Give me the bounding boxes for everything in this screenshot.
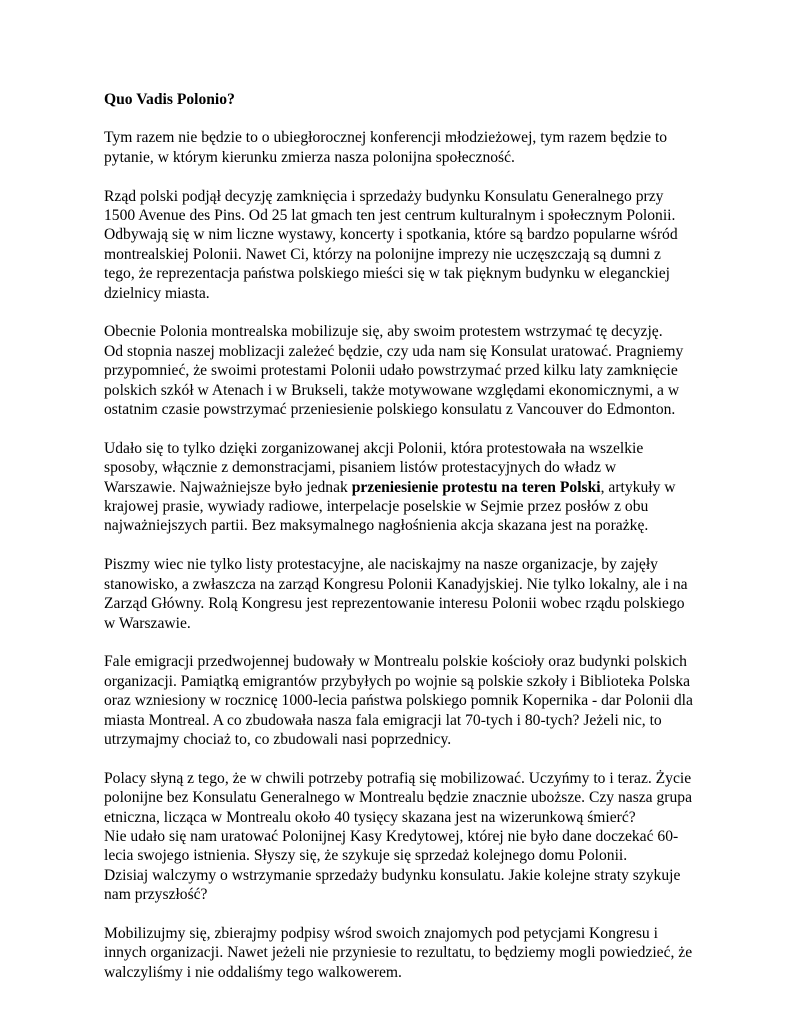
paragraph-line: Fale emigracji przedwojennej budowały w Montrealu polskie kościoły oraz budynki polskich <box>104 653 687 671</box>
paragraph-line: montrealskiej Polonii. Nawet Ci, którzy na polonijne imprezy nie uczęszczają są dumni z <box>104 245 661 263</box>
paragraph-line: Od stopnia naszej moblizacji zależeć będzie, czy uda nam się Konsulat uratować. Pragniemy <box>104 342 684 360</box>
paragraph-line: Udało się to tylko dzięki zorganizowanej akcji Polonii, która protestowała na wszelkie <box>104 439 644 457</box>
paragraph-4 <box>104 439 704 536</box>
paragraph-line: 1500 Avenue des Pins. Od 25 lat gmach ten jest centrum kulturalnym i społecznym Polonii. <box>104 207 676 225</box>
paragraph-line: w Warszawie. <box>104 614 191 632</box>
document-title: Quo Vadis Polonio? <box>104 91 235 108</box>
paragraph-line: polskich szkół w Atenach i w Brukseli, także motywowane względami ekonomicznymi, a w <box>104 381 680 399</box>
paragraph-line: utrzymajmy chociaż to, co zbudowali nasi poprzednicy. <box>104 730 452 748</box>
paragraph-line: polonijne bez Konsulatu Generalnego w Montrealu będzie znacznie uboższe. Czy nasza grupa <box>104 789 693 807</box>
paragraph-line: walczyliśmy i nie oddaliśmy tego walkowerem. <box>104 963 402 981</box>
emphasized-text: przeniesienie protestu na teren Polski <box>351 478 601 496</box>
paragraph-2 <box>104 187 704 303</box>
paragraph-line: tego, że reprezentacja państwa polskiego mieści się w tak pięknym budynku w eleganckiej <box>104 265 670 283</box>
paragraph-line: Nie udało się nam uratować Polonijnej Kasy Kredytowej, której nie było dane doczekać 60- <box>104 827 679 845</box>
paragraph-line: dzielnicy miasta. <box>104 284 210 302</box>
paragraph-line: przypomnieć, że swoimi protestami Polonii udało powstrzymać przed kilku laty zamknięcie <box>104 362 678 380</box>
paragraph-line: pytanie, w którym kierunku zmierza nasza polonijna społeczność. <box>104 148 515 166</box>
paragraph-line: Polacy słyną z tego, że w chwili potrzeby potrafią się mobilizować. Uczyńmy to i teraz. Życie <box>104 769 692 787</box>
paragraph-3 <box>104 322 704 419</box>
paragraph-line: Obecnie Polonia montrealska mobilizuje się, aby swoim protestem wstrzymać tę decyzję. <box>104 323 663 341</box>
paragraph-6 <box>104 652 704 749</box>
paragraph-line: krajowej prasie, wywiady radiowe, interpelacje poselskie w Sejmie przez posłów z obu <box>104 498 649 516</box>
document-page <box>104 90 704 1002</box>
text-run: Warszawie. Najważniejsze było jednak <box>104 478 352 496</box>
paragraph-7 <box>104 769 704 905</box>
paragraph-line: stanowisko, a zwłaszcza na zarząd Kongresu Polonii Kanadyjskiej. Nie tylko lokalny, ale i na <box>104 575 688 593</box>
paragraph-line: organizacji. Pamiątką emigrantów przybyłych po wojnie są polskie szkoły i Biblioteka Polska <box>104 672 691 690</box>
paragraph-line: nam przyszłość? <box>104 886 208 904</box>
paragraph-line: Piszmy wiec nie tylko listy protestacyjne, ale naciskajmy na nasze organizacje, by zajęły <box>104 556 658 574</box>
paragraph-8 <box>104 924 704 982</box>
paragraph-line: Odbywają się w nim liczne wystawy, koncerty i spotkania, które są bardzo popularne wśród <box>104 226 678 244</box>
paragraph-line: innych organizacji. Nawet jeżeli nie przyniesie to rezultatu, to będziemy mogli powiedzieć, że <box>104 944 693 962</box>
paragraph-line: ostatnim czasie powstrzymać przeniesienie polskiego konsulatu z Vancouver do Edmonton. <box>104 401 676 419</box>
text-run: , artykuły w <box>600 478 676 496</box>
paragraph-1 <box>104 128 704 167</box>
paragraph-line: etniczna, licząca w Montrealu około 40 tysięcy skazana jest na wizerunkową śmierć? <box>104 808 636 826</box>
paragraph-line: Mobilizujmy się, zbierajmy podpisy wśrod swoich znajomych pod petycjami Kongresu i <box>104 924 658 942</box>
paragraph-line: Rząd polski podjął decyzję zamknięcia i sprzedaży budynku Konsulatu Generalnego przy <box>104 187 664 205</box>
paragraph-line: sposoby, włącznie z demonstracjami, pisaniem listów protestacyjnych do władz w <box>104 459 617 477</box>
paragraph-line: najważniejszych partii. Bez maksymalnego nagłośnienia akcja skazana jest na porażkę. <box>104 517 649 535</box>
paragraph-5 <box>104 555 704 633</box>
paragraph-line: Tym razem nie będzie to o ubiegłorocznej konferencji młodzieżowej, tym razem będzie to <box>104 129 668 147</box>
paragraph-line: Dzisiaj walczymy o wstrzymanie sprzedaży budynku konsulatu. Jakie kolejne straty szykuje <box>104 866 681 884</box>
paragraph-line: oraz wzniesiony w rocznicę 1000-lecia państwa polskiego pomnik Kopernika - dar Polonii dla <box>104 692 693 710</box>
paragraph-line: lecia swojego istnienia. Słyszy się, że szykuje się sprzedaż kolejnego domu Polonii. <box>104 847 628 865</box>
paragraph-line: miasta Montreal. A co zbudowała nasza fala emigracji lat 70-tych i 80-tych? Jeżeli nic, to <box>104 711 662 729</box>
paragraph-line-with-emphasis <box>104 478 704 497</box>
paragraph-line: Zarząd Główny. Rolą Kongresu jest reprezentowanie interesu Polonii wobec rządu polskiego <box>104 595 685 613</box>
